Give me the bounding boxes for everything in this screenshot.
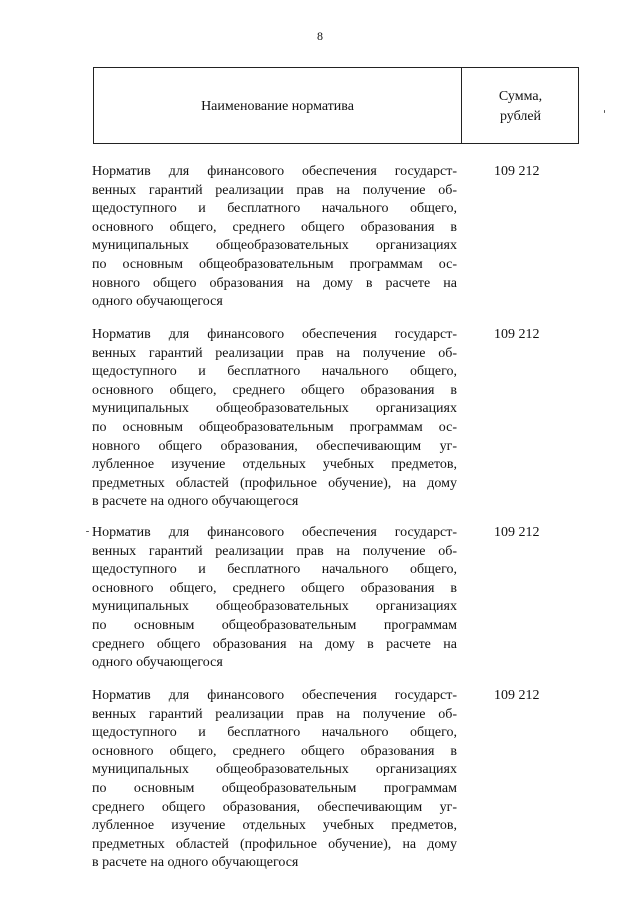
norm-value: 109 212 [494, 688, 540, 703]
text-line: среднего общего образования, обеспечивающим уг- [92, 799, 457, 815]
text-line: щедоступного и бесплатного начального общего, [92, 201, 457, 217]
norm-description [92, 524, 457, 673]
text-line: одного обучающегося [92, 655, 223, 671]
norm-value: 109 212 [494, 525, 540, 540]
text-line: муниципальных общеобразовательных организациях [92, 762, 457, 778]
text-line: лубленное изучение отдельных учебных предметов, [92, 457, 457, 473]
text-line: Норматив для финансового обеспечения государст- [92, 525, 457, 540]
text-line: венных гарантий реализации прав на получение об- [92, 706, 457, 722]
text-line: Норматив для финансового обеспечения государст- [92, 164, 457, 179]
text-line: основного общего, среднего общего образования в [92, 219, 457, 235]
header-sum-unit: рублей [499, 108, 542, 124]
scan-speck [604, 110, 605, 113]
text-line: основного общего, среднего общего образования в [92, 580, 457, 596]
page-number: 8 [317, 29, 323, 43]
text-line: в расчете на одного обучающегося [92, 855, 299, 871]
scan-speck [86, 531, 89, 532]
text-line: муниципальных общеобразовательных организациях [92, 401, 457, 417]
text-line: щедоступного и бесплатного начального общего, [92, 562, 457, 578]
text-line: одного обучающегося [92, 294, 223, 310]
norm-value: 109 212 [494, 327, 540, 342]
text-line: лубленное изучение отдельных учебных предметов, [92, 818, 457, 834]
text-line: в расчете на одного обучающегося [92, 494, 299, 510]
text-line: щедоступного и бесплатного начального общего, [92, 725, 457, 741]
text-line: новного общего образования на дому в расчете на [92, 275, 457, 291]
text-line: венных гарантий реализации прав на получение об- [92, 182, 457, 198]
text-line: предметных областей (профильное обучение), на дому [92, 475, 457, 491]
text-line: основного общего, среднего общего образования в [92, 382, 457, 398]
text-line: новного общего образования, обеспечивающим уг- [92, 438, 457, 454]
text-line: муниципальных общеобразовательных организациях [92, 238, 457, 254]
norm-value: 109 212 [494, 164, 540, 179]
text-line: по основным общеобразовательным программам ос- [92, 419, 457, 435]
text-line: щедоступного и бесплатного начального общего, [92, 364, 457, 380]
norm-description [92, 163, 457, 312]
text-line: венных гарантий реализации прав на получение об- [92, 543, 457, 559]
table-header [93, 67, 579, 144]
text-line: венных гарантий реализации прав на получение об- [92, 345, 457, 361]
norm-description [92, 687, 457, 873]
text-line: основного общего, среднего общего образования в [92, 743, 457, 759]
text-line: среднего общего образования на дому в расчете на [92, 636, 457, 652]
header-sum-label: Сумма, [498, 88, 543, 104]
text-line: Норматив для финансового обеспечения государст- [92, 327, 457, 342]
text-line: предметных областей (профильное обучение), на дому [92, 836, 457, 852]
text-line: Норматив для финансового обеспечения государст- [92, 688, 457, 703]
text-line: по основным общеобразовательным программам [92, 780, 457, 796]
header-sum-column [462, 68, 579, 145]
norm-description [92, 326, 457, 512]
text-line: по основным общеобразовательным программам ос- [92, 256, 457, 272]
header-name-column: Наименование норматива [201, 98, 354, 114]
text-line: по основным общеобразовательным программам [92, 617, 457, 633]
text-line: муниципальных общеобразовательных организациях [92, 599, 457, 615]
